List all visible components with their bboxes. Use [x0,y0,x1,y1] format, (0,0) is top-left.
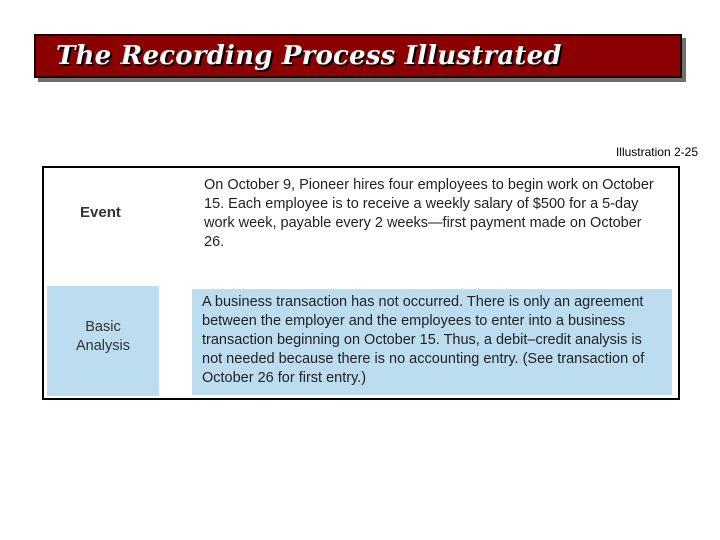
transaction-panel [42,166,680,400]
event-row [44,168,678,284]
event-label: Event [80,204,121,221]
title-bar [34,34,682,78]
basic-analysis-label-line1: Basic [85,319,121,335]
illustration-label: Illustration 2-25 [615,145,698,159]
basic-analysis-label-line2: Analysis [76,338,130,354]
basic-analysis-description: A business transaction has not occurred. There is only an agreement between the employer and the employees to enter into a business transaction beginning on October 15. Thus, a debit–credit analysis is not needed because there is no accounting entry. (See transaction of October 26 for first entry.) [202,294,645,386]
slide-title: The Recording Process Illustrated [56,41,562,71]
basic-analysis-row [44,286,678,398]
event-description: On October 9, Pioneer hires four employees to begin work on October 15. Each employee is to receive a weekly salary of $500 for a 5-day work week, payable every 2 weeks—first payment made on October 26. [204,177,654,250]
basic-analysis-label-cell [47,286,159,396]
basic-analysis-text-cell [192,289,672,395]
basic-analysis-label [47,318,159,356]
